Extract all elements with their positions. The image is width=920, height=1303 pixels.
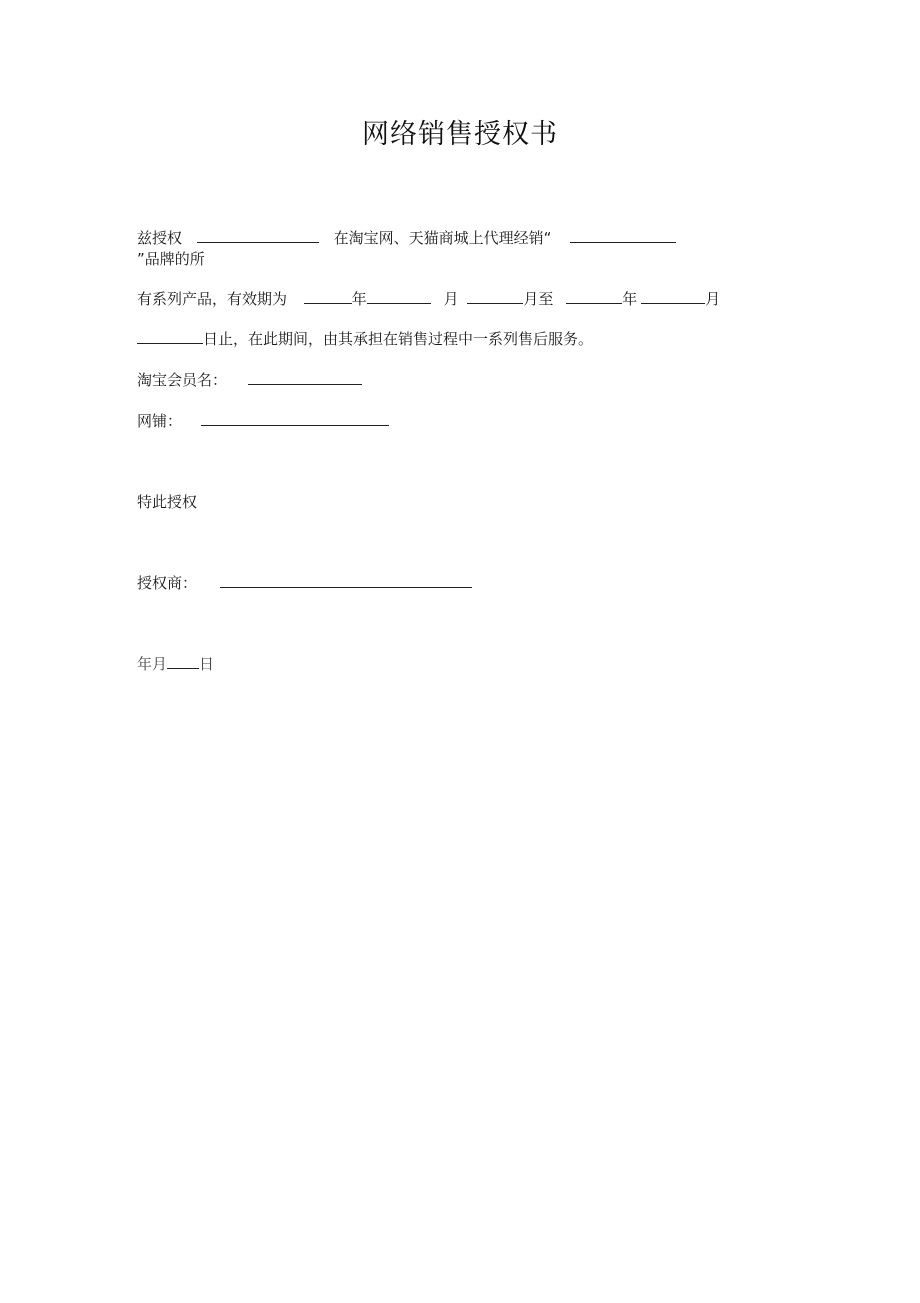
date-line <box>137 654 214 674</box>
hereby-line <box>137 492 197 512</box>
end-year-label: 年 <box>622 290 638 308</box>
member-line <box>137 370 362 390</box>
start-year-label: 年 <box>351 290 367 308</box>
authorization-line-1 <box>137 228 676 248</box>
authorizer-blank[interactable] <box>220 573 472 588</box>
member-name-blank[interactable] <box>248 370 362 385</box>
start-month-blank[interactable] <box>367 289 431 304</box>
validity-line <box>137 289 720 309</box>
authorizer-line <box>137 573 472 593</box>
brand-blank[interactable] <box>570 228 676 243</box>
date-year-month: 年月 <box>137 655 168 673</box>
brand-suffix: ”品牌的所 <box>137 250 205 268</box>
start-year-blank[interactable] <box>304 289 352 304</box>
service-line <box>137 329 593 349</box>
platform-text: 在淘宝网、天猫商城上代理经销“ <box>333 229 552 247</box>
date-day-label: 日 <box>199 655 215 673</box>
member-label: 淘宝会员名： <box>137 371 228 389</box>
end-day-blank[interactable] <box>137 329 203 344</box>
shop-label: 网铺： <box>137 412 183 430</box>
document-title: 网络销售授权书 <box>362 119 558 150</box>
end-month-blank[interactable] <box>641 289 705 304</box>
end-month-label: 月 <box>705 290 721 308</box>
hereby-text: 特此授权 <box>137 493 198 511</box>
shop-line <box>137 411 389 431</box>
month-to-label: 月至 <box>523 290 554 308</box>
shop-blank[interactable] <box>201 411 389 426</box>
authorization-line-1b <box>137 249 205 269</box>
start-day-blank[interactable] <box>467 289 523 304</box>
date-day-blank[interactable] <box>167 654 199 669</box>
authorizer-label: 授权商： <box>137 574 198 592</box>
authorized-party-blank[interactable] <box>197 228 319 243</box>
end-year-blank[interactable] <box>566 289 622 304</box>
validity-prefix: 有系列产品，有效期为 <box>137 290 288 308</box>
start-month-label: 月 <box>443 290 459 308</box>
authorize-prefix: 兹授权 <box>137 229 183 247</box>
service-text: 日止，在此期间，由其承担在销售过程中一系列售后服务。 <box>203 330 594 348</box>
